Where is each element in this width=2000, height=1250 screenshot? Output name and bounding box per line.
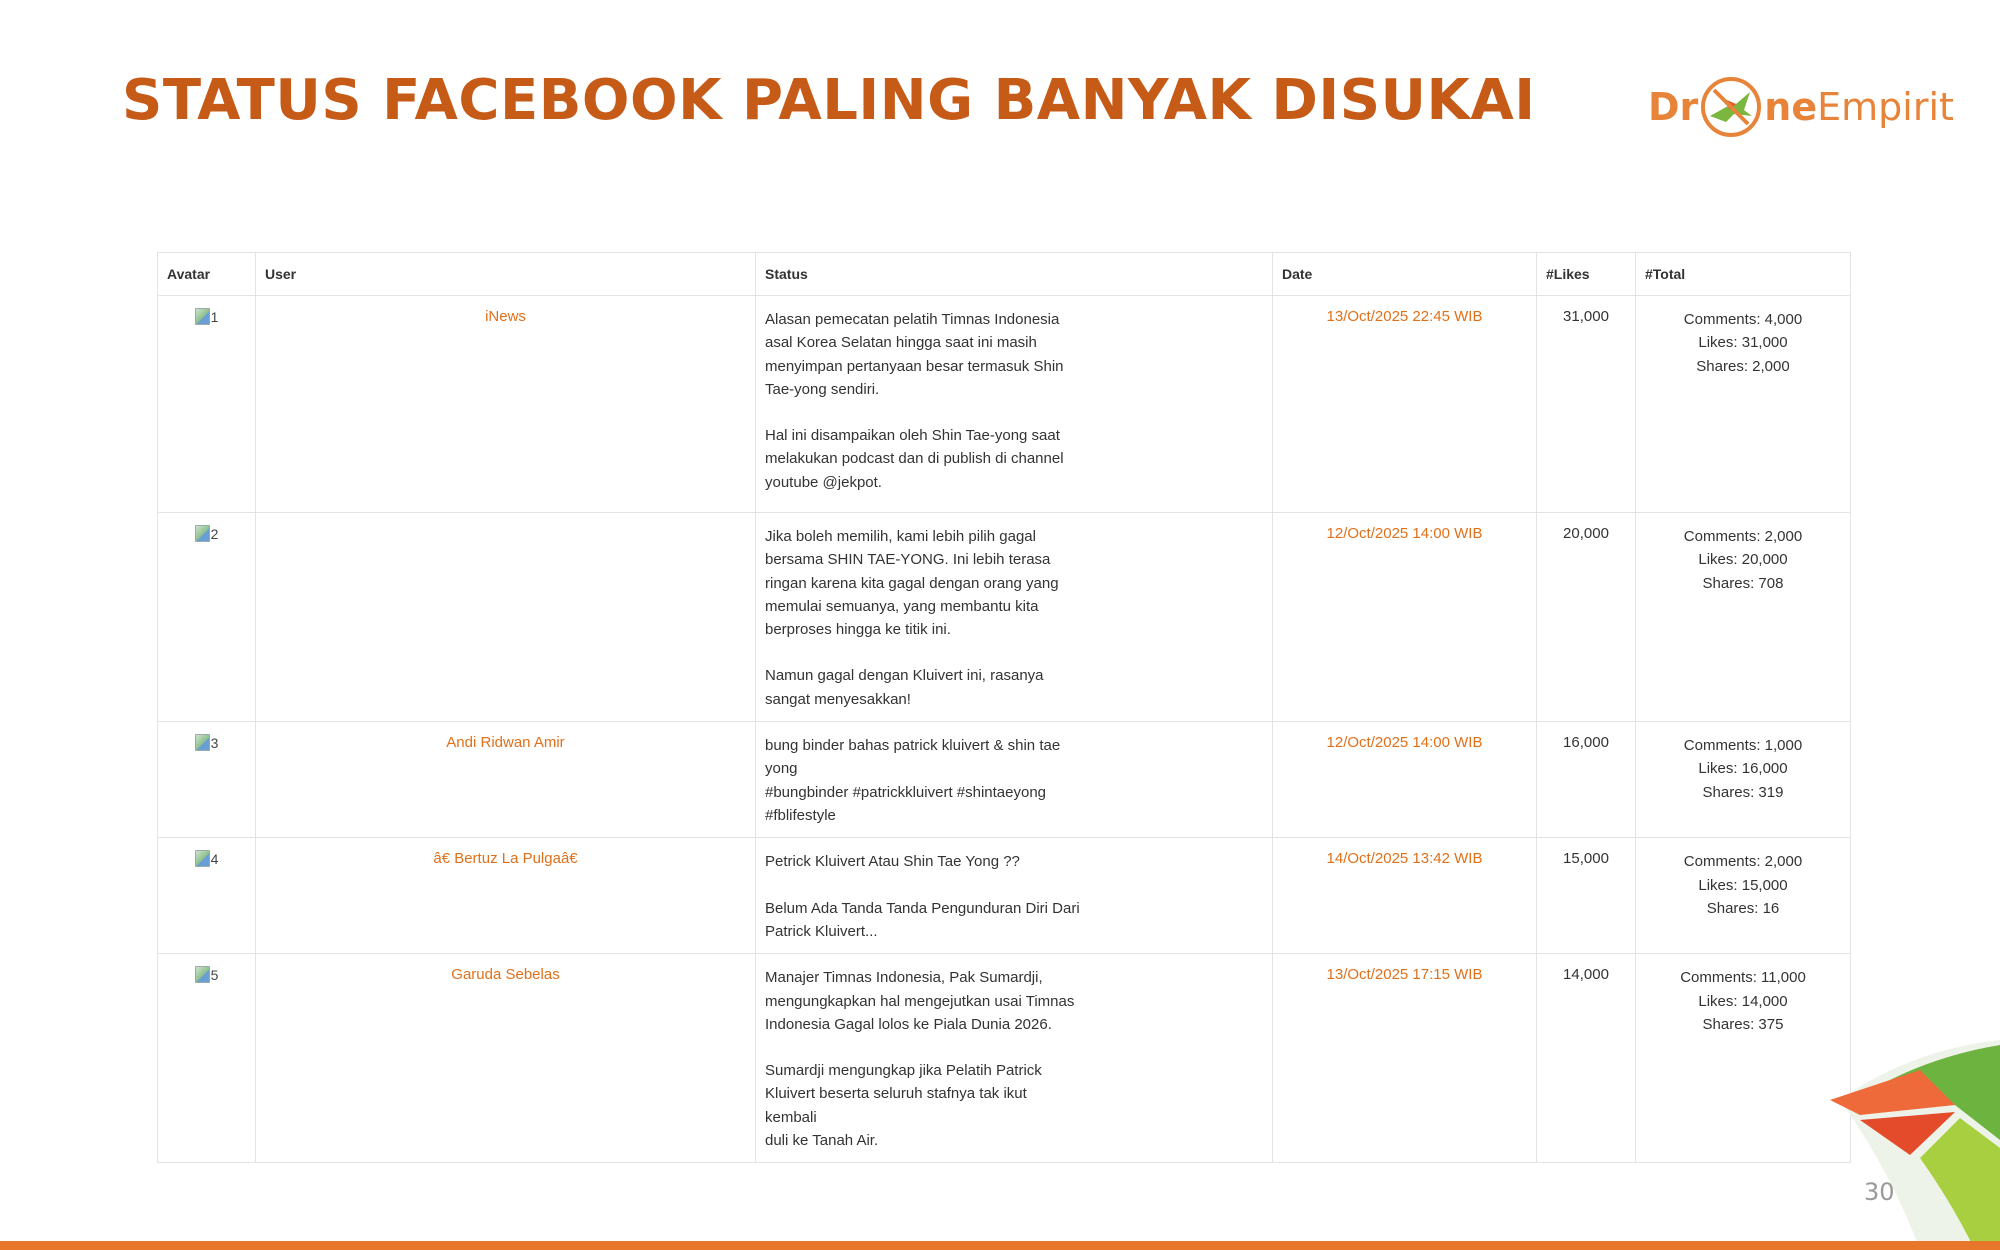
avatar-alt-text: 5 xyxy=(210,966,219,983)
corner-decoration xyxy=(1800,1030,2000,1250)
likes-cell: 31,000 xyxy=(1537,296,1636,513)
avatar[interactable] xyxy=(195,734,219,751)
table-row xyxy=(158,838,1851,954)
status-text-line: #fblifestyle xyxy=(765,806,836,824)
user-link[interactable]: iNews xyxy=(485,308,526,325)
bottom-accent-bar xyxy=(0,1241,2000,1250)
likes-count: Likes: 14,000 xyxy=(1698,992,1788,1010)
header-total[interactable]: #Total xyxy=(1636,253,1851,296)
user-cell xyxy=(256,513,756,722)
broken-image-icon xyxy=(195,966,210,983)
status-text-line: Manajer Timnas Indonesia, Pak Sumardji, xyxy=(765,969,1043,987)
user-cell xyxy=(256,296,756,513)
shares-count: Shares: 16 xyxy=(1706,899,1780,917)
facebook-status-table xyxy=(157,252,1850,1150)
comments-count: Comments: 2,000 xyxy=(1683,853,1803,871)
header-likes[interactable]: #Likes xyxy=(1537,253,1636,296)
total-cell xyxy=(1636,838,1851,954)
avatar[interactable] xyxy=(195,966,219,983)
avatar-cell xyxy=(158,513,256,722)
comments-count: Comments: 11,000 xyxy=(1680,969,1806,987)
broken-image-icon xyxy=(195,850,210,867)
date-link[interactable]: 14/Oct/2025 13:42 WIB xyxy=(1326,850,1483,868)
status-text-line: Namun gagal dengan Kluivert ini, rasanya xyxy=(765,667,1044,685)
header-date[interactable]: Date xyxy=(1273,253,1537,296)
avatar-cell xyxy=(158,296,256,513)
date-link[interactable]: 13/Oct/2025 17:15 WIB xyxy=(1326,966,1483,984)
table-row xyxy=(158,513,1851,722)
total-cell xyxy=(1636,513,1851,722)
logo-text-empirit: Empirit xyxy=(1817,85,1954,129)
status-text-line: mengungkapkan hal mengejutkan usai Timnas xyxy=(765,992,1075,1010)
likes-cell: 15,000 xyxy=(1537,838,1636,954)
likes-count: Likes: 20,000 xyxy=(1698,551,1788,569)
drone-bird-icon xyxy=(1700,76,1762,138)
avatar-cell xyxy=(158,838,256,954)
page-number: 30 xyxy=(1864,1178,1895,1206)
status-text-line: yong xyxy=(765,760,798,778)
likes-count: Likes: 15,000 xyxy=(1698,876,1788,894)
user-link[interactable]: Andi Ridwan Amir xyxy=(446,734,565,752)
likes-cell: 14,000 xyxy=(1537,954,1636,1163)
status-text-line: #bungbinder #patrickkluivert #shintaeyong xyxy=(765,783,1047,801)
shares-count: Shares: 319 xyxy=(1702,783,1784,801)
status-text-line: berproses hingga ke titik ini. xyxy=(765,621,951,639)
date-link[interactable]: 13/Oct/2025 22:45 WIB xyxy=(1326,308,1483,325)
status-cell xyxy=(756,838,1273,954)
table-row xyxy=(158,296,1851,513)
total-cell xyxy=(1636,722,1851,838)
date-cell xyxy=(1273,513,1537,722)
status-text-line: bung binder bahas patrick kluivert & shin tae xyxy=(765,737,1061,755)
comments-count: Comments: 2,000 xyxy=(1683,528,1803,545)
status-text-line: Patrick Kluivert... xyxy=(765,922,878,940)
total-cell xyxy=(1636,296,1851,513)
status-cell xyxy=(756,954,1273,1163)
status-text-line xyxy=(765,874,1082,897)
avatar-cell xyxy=(158,722,256,838)
user-link[interactable]: â€ Bertuz La Pulgaâ€ xyxy=(433,850,578,868)
status-text-line: menyimpan pertanyaan besar termasuk Shin xyxy=(765,357,1064,375)
likes-cell: 16,000 xyxy=(1537,722,1636,838)
user-cell xyxy=(256,838,756,954)
status-text-line: Sumardji mengungkap jika Pelatih Patrick xyxy=(765,1062,1042,1080)
header-avatar[interactable]: Avatar xyxy=(158,253,256,296)
shares-count: Shares: 2,000 xyxy=(1696,357,1790,375)
avatar-alt-text: 1 xyxy=(210,308,219,325)
likes-count: Likes: 16,000 xyxy=(1698,760,1788,778)
status-text-line: Jika boleh memilih, kami lebih pilih gagal xyxy=(765,528,1036,545)
drone-emprit-logo xyxy=(1648,70,1954,144)
user-link[interactable]: Garuda Sebelas xyxy=(451,966,560,984)
status-text-line: Indonesia Gagal lolos ke Piala Dunia 2026. xyxy=(765,1015,1052,1033)
avatar[interactable] xyxy=(195,308,219,325)
user-cell xyxy=(256,954,756,1163)
date-cell xyxy=(1273,296,1537,513)
status-text-line: Hal ini disampaikan oleh Shin Tae-yong saat xyxy=(765,427,1060,445)
status-text-line: Tae-yong sendiri. xyxy=(765,380,880,398)
status-cell xyxy=(756,513,1273,722)
date-cell xyxy=(1273,838,1537,954)
status-text-line: duli ke Tanah Air. xyxy=(765,1132,879,1150)
avatar-alt-text: 4 xyxy=(210,850,219,867)
avatar-alt-text: 2 xyxy=(210,525,219,542)
shares-count: Shares: 375 xyxy=(1702,1015,1784,1033)
table-row xyxy=(158,722,1851,838)
user-cell xyxy=(256,722,756,838)
avatar-alt-text: 3 xyxy=(210,734,219,751)
status-text-line: sangat menyesakkan! xyxy=(765,690,911,708)
status-cell xyxy=(756,722,1273,838)
status-text-line: Alasan pemecatan pelatih Timnas Indonesia xyxy=(765,311,1060,328)
table-header-row xyxy=(158,253,1851,296)
status-text-line: melakukan podcast dan di publish di channel xyxy=(765,450,1064,468)
header-user[interactable]: User xyxy=(256,253,756,296)
avatar-cell xyxy=(158,954,256,1163)
status-text-line xyxy=(765,641,1082,664)
status-text-line: bersama SHIN TAE-YONG. Ini lebih terasa xyxy=(765,551,1051,569)
comments-count: Comments: 1,000 xyxy=(1683,737,1803,755)
status-text-line xyxy=(765,1036,1082,1059)
date-cell xyxy=(1273,954,1537,1163)
logo-text-ne: ne xyxy=(1764,85,1818,129)
shares-count: Shares: 708 xyxy=(1702,574,1784,592)
status-text-line xyxy=(765,401,1082,424)
status-text-line: Belum Ada Tanda Tanda Pengunduran Diri Dari xyxy=(765,899,1080,917)
broken-image-icon xyxy=(195,734,210,751)
date-cell xyxy=(1273,722,1537,838)
status-text-line: youtube @jekpot. xyxy=(765,473,882,491)
status-text-line: Petrick Kluivert Atau Shin Tae Yong ?? xyxy=(765,853,1020,871)
header-status[interactable]: Status xyxy=(756,253,1273,296)
avatar[interactable] xyxy=(195,525,219,542)
likes-count: Likes: 31,000 xyxy=(1698,334,1788,352)
status-text-line: ringan karena kita gagal dengan orang yang xyxy=(765,574,1059,592)
broken-image-icon xyxy=(195,308,210,325)
date-link[interactable]: 12/Oct/2025 14:00 WIB xyxy=(1326,734,1483,752)
status-text-line: asal Korea Selatan hingga saat ini masih xyxy=(765,334,1037,352)
slide-title: STATUS FACEBOOK PALING BANYAK DISUKAI xyxy=(122,68,1536,133)
status-cell xyxy=(756,296,1273,513)
avatar[interactable] xyxy=(195,850,219,867)
status-text-line: Kluivert beserta seluruh stafnya tak ikut kembali xyxy=(765,1085,1027,1126)
status-text-line: memulai semuanya, yang membantu kita xyxy=(765,597,1039,615)
likes-cell: 20,000 xyxy=(1537,513,1636,722)
broken-image-icon xyxy=(195,525,210,542)
logo-text-dr: Dr xyxy=(1648,85,1699,129)
date-link[interactable]: 12/Oct/2025 14:00 WIB xyxy=(1326,525,1483,542)
table-row xyxy=(158,954,1851,1163)
comments-count: Comments: 4,000 xyxy=(1683,311,1803,328)
